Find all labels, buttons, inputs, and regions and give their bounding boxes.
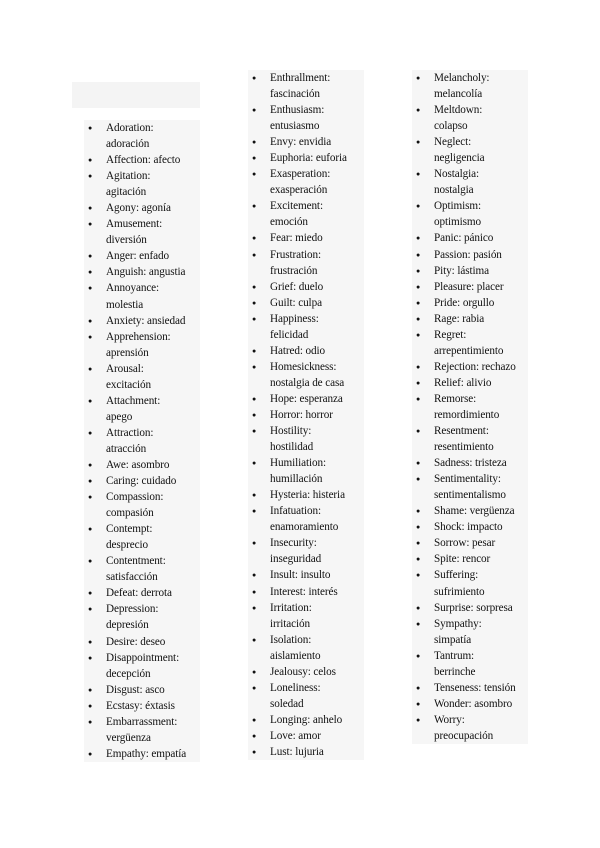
emotion-list-item: ● Annoyance: molestia xyxy=(84,280,200,312)
emotion-list-item: ● Lust: lujuria xyxy=(248,744,364,760)
emotion-list-item: ● Disgust: asco xyxy=(84,682,200,698)
emotion-list-item: ● Love: amor xyxy=(248,728,364,744)
emotion-list-item: ● Optimism: optimismo xyxy=(412,198,528,230)
emotion-list-item: ● Disappointment: decepción xyxy=(84,650,200,682)
emotion-list-item: ● Affection: afecto xyxy=(84,152,200,168)
emotion-list-item: ● Amusement: diversión xyxy=(84,216,200,248)
emotion-list-item: ● Embarrassment: vergüenza xyxy=(84,714,200,746)
emotion-list-item: ● Relief: alivio xyxy=(412,375,528,391)
emotion-list-item: ● Hope: esperanza xyxy=(248,391,364,407)
emotion-list-item: ● Infatuation: enamoramiento xyxy=(248,503,364,535)
emotion-list-item: ● Insecurity: inseguridad xyxy=(248,535,364,567)
emotion-list-item: ● Tenseness: tensión xyxy=(412,680,528,696)
emotion-list-item: ● Suffering: sufrimiento xyxy=(412,567,528,599)
emotion-list-item: ● Sorrow: pesar xyxy=(412,535,528,551)
emotion-list-item: ● Guilt: culpa xyxy=(248,295,364,311)
emotion-list-item: ● Anger: enfado xyxy=(84,248,200,264)
emotion-list-item: ● Hostility: hostilidad xyxy=(248,423,364,455)
emotion-list-item: ● Interest: interés xyxy=(248,584,364,600)
emotion-list-item: ● Wonder: asombro xyxy=(412,696,528,712)
emotion-list-item: ● Shock: impacto xyxy=(412,519,528,535)
emotion-list-item: ● Shame: vergüenza xyxy=(412,503,528,519)
emotion-list-item: ● Worry: preocupación xyxy=(412,712,528,744)
emotion-list-item: ● Contentment: satisfacción xyxy=(84,553,200,585)
emotion-list-item: ● Pride: orgullo xyxy=(412,295,528,311)
emotion-list-item: ● Excitement: emoción xyxy=(248,198,364,230)
emotion-list-item: ● Contempt: desprecio xyxy=(84,521,200,553)
emotion-list-item: ● Sentimentality: sentimentalismo xyxy=(412,471,528,503)
emotion-list-item: ● Anguish: angustia xyxy=(84,264,200,280)
emotion-list-item: ● Neglect: negligencia xyxy=(412,134,528,166)
emotion-list-item: ● Adoration: adoración xyxy=(84,120,200,152)
emotion-list-item: ● Pity: lástima xyxy=(412,263,528,279)
emotion-list-item: ● Insult: insulto xyxy=(248,567,364,583)
emotion-list-item: ● Enthrallment: fascinación xyxy=(248,70,364,102)
emotion-list-item: ● Attraction: atracción xyxy=(84,425,200,457)
emotion-list-item: ● Panic: pánico xyxy=(412,230,528,246)
emotion-list-item: ● Surprise: sorpresa xyxy=(412,600,528,616)
emotion-list-item: ● Meltdown: colapso xyxy=(412,102,528,134)
emotion-list-item: ● Homesickness: nostalgia de casa xyxy=(248,359,364,391)
emotion-list-item: ● Enthusiasm: entusiasmo xyxy=(248,102,364,134)
emotion-list-item: ● Sympathy: simpatía xyxy=(412,616,528,648)
emotion-list-item: ● Sadness: tristeza xyxy=(412,455,528,471)
emotion-list-item: ● Tantrum: berrinche xyxy=(412,648,528,680)
emotion-list-item: ● Regret: arrepentimiento xyxy=(412,327,528,359)
emotion-list-item: ● Empathy: empatía xyxy=(84,746,200,762)
emotion-list-item: ● Euphoria: euforia xyxy=(248,150,364,166)
emotion-list-item: ● Happiness: felicidad xyxy=(248,311,364,343)
emotion-list-item: ● Attachment: apego xyxy=(84,393,200,425)
emotion-list-column-3 xyxy=(412,70,528,744)
emotion-list-item: ● Longing: anhelo xyxy=(248,712,364,728)
emotion-list-item: ● Irritation: irritación xyxy=(248,600,364,632)
emotion-list-item: ● Passion: pasión xyxy=(412,247,528,263)
emotion-list-item: ● Caring: cuidado xyxy=(84,473,200,489)
emotion-list-item: ● Grief: duelo xyxy=(248,279,364,295)
emotion-list-item: ● Arousal: excitación xyxy=(84,361,200,393)
emotion-list-item: ● Isolation: aislamiento xyxy=(248,632,364,664)
emotion-list-item: ● Compassion: compasión xyxy=(84,489,200,521)
emotion-list-item: ● Exasperation: exasperación xyxy=(248,166,364,198)
emotion-list-item: ● Horror: horror xyxy=(248,407,364,423)
emotion-list-item: ● Agony: agonía xyxy=(84,200,200,216)
emotion-list-item: ● Anxiety: ansiedad xyxy=(84,313,200,329)
emotion-list xyxy=(412,70,528,744)
emotion-list-column-2 xyxy=(248,70,364,760)
blank-header-box xyxy=(72,82,200,108)
emotion-list-item: ● Spite: rencor xyxy=(412,551,528,567)
emotion-list-item: ● Rejection: rechazo xyxy=(412,359,528,375)
emotion-list-item: ● Hatred: odio xyxy=(248,343,364,359)
emotion-list-item: ● Apprehension: aprensión xyxy=(84,329,200,361)
emotion-list-item: ● Awe: asombro xyxy=(84,457,200,473)
emotion-list-column-1 xyxy=(84,120,200,762)
emotion-list xyxy=(248,70,364,760)
emotion-list-item: ● Pleasure: placer xyxy=(412,279,528,295)
emotion-list xyxy=(84,120,200,762)
emotion-list-item: ● Remorse: remordimiento xyxy=(412,391,528,423)
emotion-list-item: ● Rage: rabia xyxy=(412,311,528,327)
emotion-list-item: ● Jealousy: celos xyxy=(248,664,364,680)
emotion-list-item: ● Humiliation: humillación xyxy=(248,455,364,487)
emotion-list-item: ● Agitation: agitación xyxy=(84,168,200,200)
emotion-list-item: ● Resentment: resentimiento xyxy=(412,423,528,455)
emotion-list-item: ● Ecstasy: éxtasis xyxy=(84,698,200,714)
emotion-list-item: ● Frustration: frustración xyxy=(248,247,364,279)
emotion-list-item: ● Defeat: derrota xyxy=(84,585,200,601)
emotion-list-item: ● Hysteria: histeria xyxy=(248,487,364,503)
emotion-list-item: ● Desire: deseo xyxy=(84,634,200,650)
emotion-list-item: ● Nostalgia: nostalgia xyxy=(412,166,528,198)
emotion-list-item: ● Depression: depresión xyxy=(84,601,200,633)
emotion-list-item: ● Envy: envidia xyxy=(248,134,364,150)
emotion-list-item: ● Fear: miedo xyxy=(248,230,364,246)
emotion-list-item: ● Loneliness: soledad xyxy=(248,680,364,712)
emotion-list-item: ● Melancholy: melancolía xyxy=(412,70,528,102)
